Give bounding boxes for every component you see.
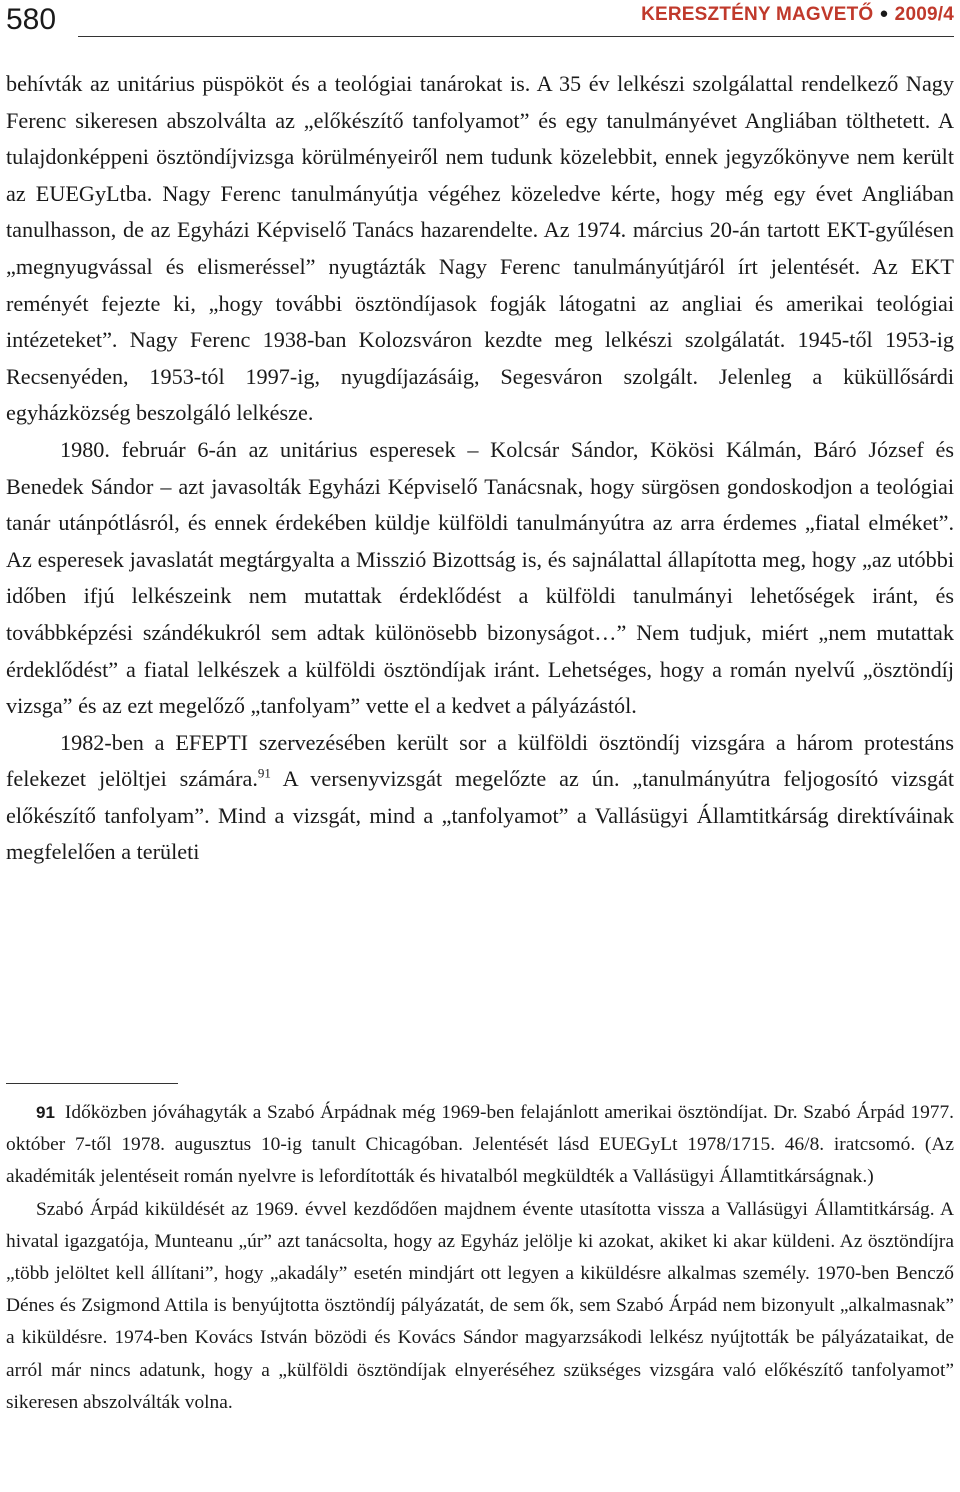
journal-issue: 2009/4 [894, 4, 954, 25]
paragraph-3-part-a: 1982-ben a EFEPTI szervezésében került sor a külföldi ösztöndíj vizsgára a három protestáns felekezet jelöltjei számára. [6, 729, 954, 792]
running-head [633, 4, 954, 26]
bullet-icon: ● [879, 5, 889, 22]
footnote-rule [6, 1083, 178, 1084]
paragraph-1: behívták az unitárius püspököt és a teológiai tanárokat is. A 35 év lelkészi szolgálattal rendelkező Nagy Ferenc sikeresen abszolválta az „előkészítő tanfolyamot” és egy tanulmányévet Angliában tölthetett. A tulajdonképpeni ösztöndíjvizsga körülményeiről nem tudunk közelebbit, ennek jegyzőkönyve nem került az EUEGyLtba. Nagy Ferenc tanulmányútja végéhez közeledve kérte, hogy még egy évet Angliában tanulhasson, de az Egyházi Képviselő Tanács hazarendelte. Az 1974. március 20-án tartott EKT-gyűlésen „megnyugvással és elismeréssel” nyugtázták Nagy Ferenc tanulmányútjáról írt jelentését. Az EKT reményét fejezte ki, „hogy további ösztöndíjasok fogják látogatni az angliai és amerikai teológiai intézeteket”. Nagy Ferenc 1938-ban Kolozsváron kezdte meg lelkészi szolgálatát. 1945-től 1953-ig Recsenyéden, 1953-tól 1997-ig, nyugdíjazásáig, Segesváron szolgált. Jelenleg a küküllősárdi egyházközség beszolgáló lelkésze. [6, 71, 954, 426]
page-number: 580 [6, 3, 57, 36]
paragraph-3-part-b: A versenyvizsgát megelőzte az ún. „tanulmányútra feljogosító vizsgát előkészítő tanfolyam”. Mind a vizsgát, mind a „tanfolyamot” a Vallásügyi Államtitkárság direktíváinak megfelelően a területi [6, 766, 954, 865]
footnote-91-continuation: Szabó Árpád kiküldését az 1969. évvel kezdődően majdnem évente utasította vissza a Vallásügyi Államtitkárság. A hivatal igazgatója, Munteanu „úr” azt tanácsolta, hogy az Egyház jelölje ki azokat, akiket ki akar küldeni. Az ösztöndíjra „több jelöltet kell állítani”, hogy „akadály” esetén mindjárt ott legyen a kiküldésre alkalmas személy. 1970-ben Bencző Dénes és Zsigmond Attila is benyújtotta ösztöndíj pályázatát, de sem ők, sem Szabó Árpád nem bizonyult „alkalmasnak” a kiküldésre. 1974-ben Kovács István bözödi és Kovács Sándor magyarzsákodi lelkész nyújtották be pályázataikat, de arról már nincs adatunk, hogy a „külföldi ösztöndíjak elnyeréséhez szükséges vizsgára való előkészítő tanfolyamot” sikeresen abszolválták volna. [6, 1198, 954, 1413]
page-header [6, 0, 954, 42]
footnotes [6, 1097, 954, 1419]
footnote-reference-91[interactable]: 91 [257, 765, 271, 781]
footnote-91 [6, 1097, 954, 1194]
footnote-91-text: Időközben jóváhagyták a Szabó Árpádnak még 1969-ben felajánlott amerikai ösztöndíjat. Dr. Szabó Árpád 1977. október 7-től 1978. augusztus 10-ig tanult Chicagóban. Jelentését lásd EUEGyLt 1978/1715. 46/8. iratcsomó. (Az akadémiták jelentéseit román nyelvre is lefordították és hivatalból megküldték a Vallásügyi Államtitkárságnak.) [6, 1102, 954, 1188]
main-text [6, 66, 954, 871]
header-rule [78, 36, 954, 37]
paragraph-2: 1980. február 6-án az unitárius esperesek – Kolcsár Sándor, Kökösi Kálmán, Báró József és Benedek Sándor – azt javasolták Egyházi Képviselő Tanácsnak, hogy sürgösen gondoskodjon a teológiai tanár utánpótlásról, és ennek érdekében küldje külföldi tanulmányútra az arra érdemes „fiatal elméket”. Az esperesek javaslatát megtárgyalta a Misszió Bizottság is, és sajnálattal állapította meg, hogy „az utóbbi időben ifjú lelkészeink nem mutattak érdeklődést a külföldi tanulmányi lehetőségek iránt, és továbbképzési szándékukról sem adtak különösebb bizonyságot…” Nem tudjuk, miért „nem mutattak érdeklődést” a fiatal lelkészek a külföldi ösztöndíjak iránt. Lehetséges, hogy a román nyelvű „ösztöndíj vizsga” és az ezt megelőző „tanfolyam” vette el a kedvet a pályázástól. [6, 436, 954, 719]
journal-title: KERESZTÉNY MAGVETŐ [641, 4, 874, 25]
paragraph-3 [6, 725, 954, 871]
document-page [6, 0, 954, 1492]
footnote-number: 91 [36, 1103, 55, 1122]
